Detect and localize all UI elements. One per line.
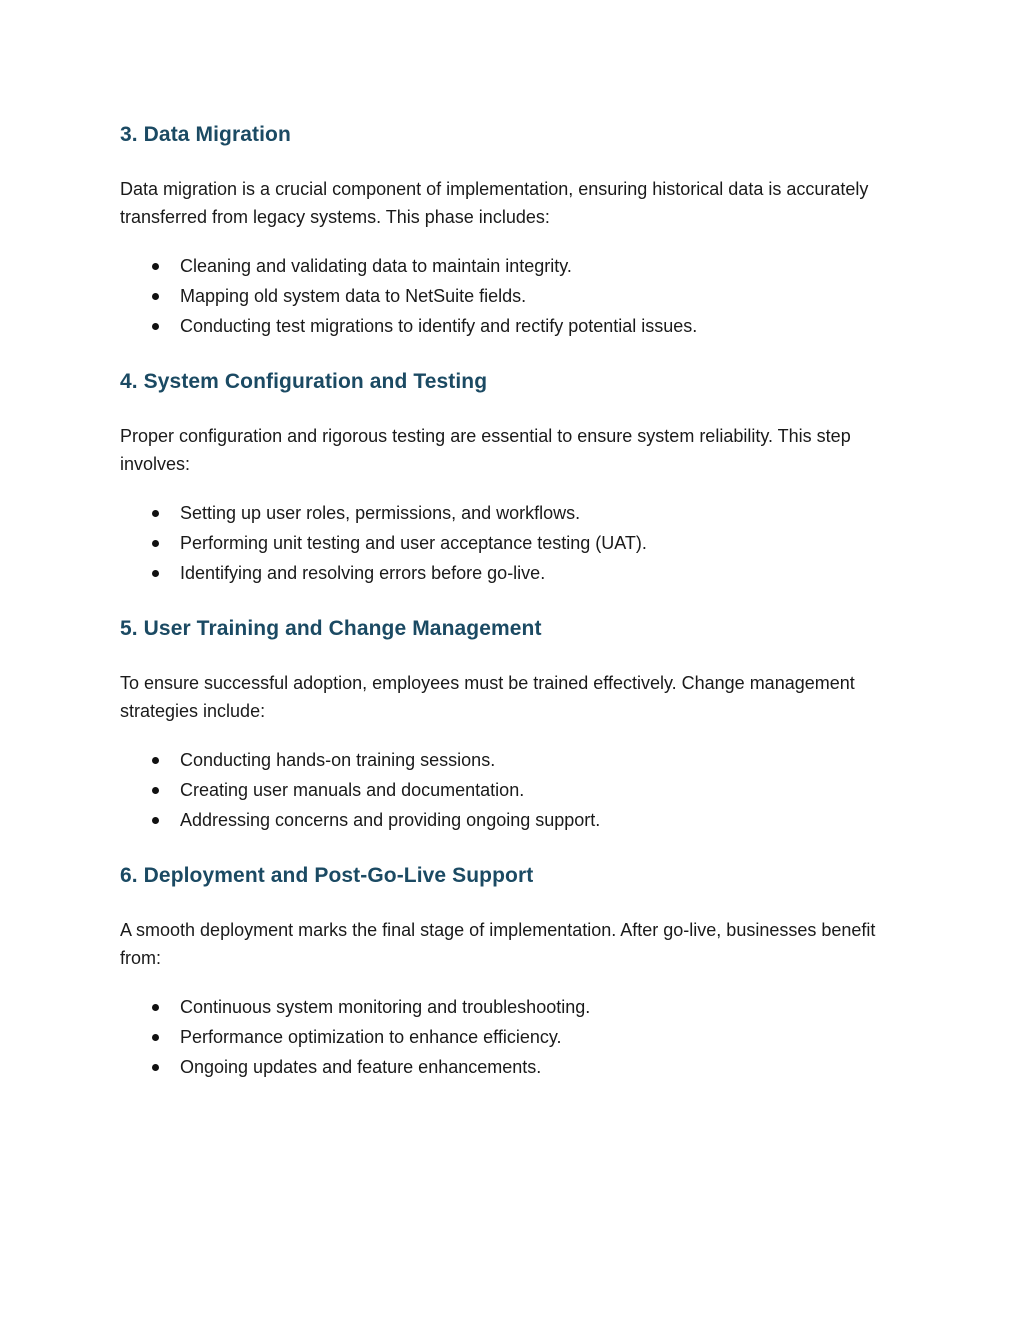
- section-heading: 6. Deployment and Post-Go-Live Support: [120, 864, 534, 887]
- bullet-icon: [152, 1004, 159, 1011]
- section-user-training: [120, 615, 900, 835]
- list-item: [120, 311, 900, 341]
- bullet-icon: [152, 510, 159, 517]
- section-heading: 3. Data Migration: [120, 123, 291, 146]
- list-item: [120, 498, 900, 528]
- section-data-migration: [120, 121, 900, 341]
- list-item: [120, 1022, 900, 1052]
- list-item-text: Conducting hands-on training sessions.: [180, 750, 496, 770]
- bullet-icon: [152, 570, 159, 577]
- bullet-list: [120, 251, 900, 341]
- list-item-text: Creating user manuals and documentation.: [180, 780, 525, 800]
- list-item: [120, 992, 900, 1022]
- list-item: [120, 281, 900, 311]
- section-deployment: [120, 862, 900, 1082]
- list-item-text: Conducting test migrations to identify and rectify potential issues.: [180, 316, 698, 336]
- section-system-configuration: [120, 368, 900, 588]
- section-intro: Data migration is a crucial component of implementation, ensuring historical data is accurately transferred from legacy systems. This phase includes:: [120, 179, 869, 227]
- bullet-icon: [152, 817, 159, 824]
- bullet-icon: [152, 323, 159, 330]
- list-item: [120, 251, 900, 281]
- list-item: [120, 558, 900, 588]
- list-item: [120, 745, 900, 775]
- list-item-text: Identifying and resolving errors before go-live.: [180, 563, 546, 583]
- list-item-text: Mapping old system data to NetSuite fields.: [180, 286, 527, 306]
- list-item-text: Performance optimization to enhance efficiency.: [180, 1027, 562, 1047]
- bullet-list: [120, 992, 900, 1082]
- list-item: [120, 1052, 900, 1082]
- bullet-icon: [152, 540, 159, 547]
- bullet-icon: [152, 787, 159, 794]
- list-item-text: Continuous system monitoring and troubleshooting.: [180, 997, 591, 1017]
- list-item: [120, 528, 900, 558]
- bullet-list: [120, 498, 900, 588]
- bullet-icon: [152, 1034, 159, 1041]
- section-intro: A smooth deployment marks the final stage of implementation. After go-live, businesses benefit from:: [120, 920, 876, 968]
- list-item-text: Cleaning and validating data to maintain integrity.: [180, 256, 572, 276]
- bullet-icon: [152, 263, 159, 270]
- bullet-icon: [152, 293, 159, 300]
- list-item-text: Addressing concerns and providing ongoing support.: [180, 810, 601, 830]
- bullet-icon: [152, 1064, 159, 1071]
- section-heading: 5. User Training and Change Management: [120, 617, 542, 640]
- bullet-list: [120, 745, 900, 835]
- section-heading: 4. System Configuration and Testing: [120, 370, 488, 393]
- bullet-icon: [152, 757, 159, 764]
- list-item-text: Ongoing updates and feature enhancements.: [180, 1057, 542, 1077]
- list-item-text: Setting up user roles, permissions, and workflows.: [180, 503, 581, 523]
- section-intro: Proper configuration and rigorous testing are essential to ensure system reliability. This step involves:: [120, 426, 851, 474]
- list-item: [120, 775, 900, 805]
- section-intro: To ensure successful adoption, employees must be trained effectively. Change management strategies include:: [120, 673, 855, 721]
- list-item: [120, 805, 900, 835]
- list-item-text: Performing unit testing and user acceptance testing (UAT).: [180, 533, 647, 553]
